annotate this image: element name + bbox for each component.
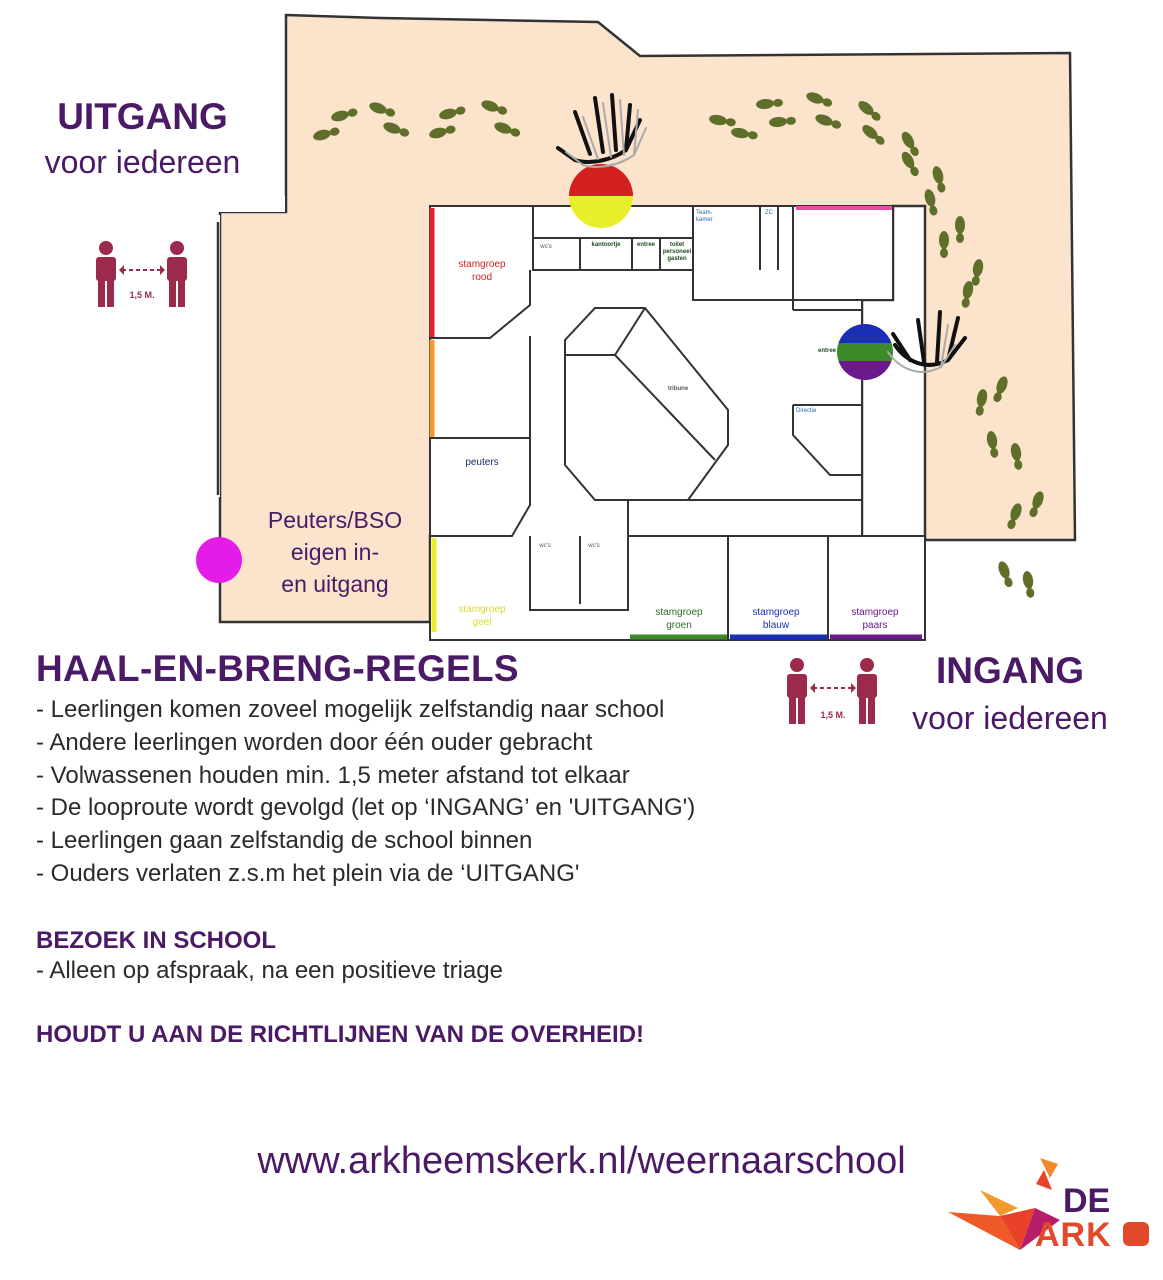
room-stamgroep-geel	[447, 603, 517, 629]
exit-subtitle: voor iedereen	[44, 144, 241, 180]
room-label: groen	[666, 620, 692, 631]
rule-item: - Andere leerlingen worden door één ouder gebracht	[36, 728, 593, 756]
preschool-note-line: eigen in-	[290, 539, 380, 565]
preschool-note	[250, 504, 420, 600]
visit-title: BEZOEK IN SCHOOL	[36, 926, 277, 954]
room-kantoortje: kantoortje	[591, 242, 621, 248]
distance-label: 1,5 M.	[129, 290, 155, 300]
room-peuters: peuters	[465, 457, 499, 468]
room-label: gasten	[667, 256, 687, 262]
logo-mark-icon	[1123, 1222, 1149, 1246]
room-stamgroep-paars	[839, 606, 911, 632]
rule-item: - Ouders verlaten z.s.m het plein via de ‘UITGANG'	[36, 859, 580, 887]
rule-item: - Leerlingen komen zoveel mogelijk zelfstandig naar school	[36, 696, 665, 723]
exit-marker-icon	[569, 164, 633, 228]
logo-text-top: DE	[1063, 1182, 1111, 1220]
room-label: stamgroep	[458, 259, 506, 270]
room-label: Team-	[696, 210, 713, 216]
room-label: rood	[471, 272, 492, 283]
room-label: paars	[862, 620, 888, 631]
preschool-entrance-dot-icon	[196, 537, 242, 583]
room-stamgroep-groen	[643, 606, 715, 632]
room-zc: ZC	[765, 210, 773, 216]
preschool-note-line: Peuters/BSO	[267, 507, 403, 533]
rules-section	[36, 648, 816, 1049]
room-label: stamgroep	[458, 604, 506, 615]
room-entree-right: entree	[817, 348, 836, 354]
rule-item: - Leerlingen gaan zelfstandig de school binnen	[36, 827, 533, 855]
exit-title: UITGANG	[57, 96, 228, 137]
room-label: personeel	[662, 249, 692, 255]
room-label: stamgroep	[655, 607, 703, 618]
distance-label: 1,5 M.	[820, 710, 846, 720]
room-stamgroep-blauw	[740, 606, 812, 632]
rules-list	[36, 694, 816, 891]
logo	[940, 1150, 1155, 1260]
room-teamkamer	[696, 210, 724, 224]
warning-text: HOUDT U AAN DE RICHTLIJNEN VAN DE OVERHEID!	[36, 1020, 645, 1048]
room-label: blauw	[762, 620, 790, 631]
room-wcs-top: wc's	[540, 244, 552, 250]
room-entree-top: entree	[636, 242, 655, 248]
preschool-note-line: en uitgang	[281, 571, 389, 597]
entrance-subtitle: voor iedereen	[912, 700, 1108, 736]
room-wcs-bottom-1: wc's	[539, 543, 551, 549]
room-directie: Directie	[796, 408, 817, 414]
rule-item: - Volwassenen houden min. 1,5 meter afstand tot elkaar	[36, 761, 630, 789]
room-label: stamgroep	[851, 607, 899, 618]
rules-title: HAAL-EN-BRENG-REGELS	[36, 648, 519, 689]
room-label: kamer	[696, 217, 713, 223]
entrance-marker-icon	[837, 324, 893, 380]
room-tribune: tribune	[667, 386, 689, 392]
room-label: toilet	[669, 242, 685, 248]
room-toilet	[661, 242, 693, 263]
logo-text-bottom: ARK	[1035, 1216, 1112, 1254]
room-stamgroep-rood	[447, 258, 517, 284]
room-label: geel	[472, 617, 492, 628]
room-label: stamgroep	[752, 607, 800, 618]
rule-item: - De looproute wordt gevolgd (let op ‘INGANG’ en 'UITGANG')	[36, 794, 696, 822]
website-link[interactable]: www.arkheemskerk.nl/weernaarschool	[257, 1140, 906, 1182]
visit-item: - Alleen op afspraak, na een positieve triage	[36, 956, 503, 984]
room-wcs-bottom-2: wc's	[588, 543, 600, 549]
entrance-title: INGANG	[936, 650, 1084, 691]
